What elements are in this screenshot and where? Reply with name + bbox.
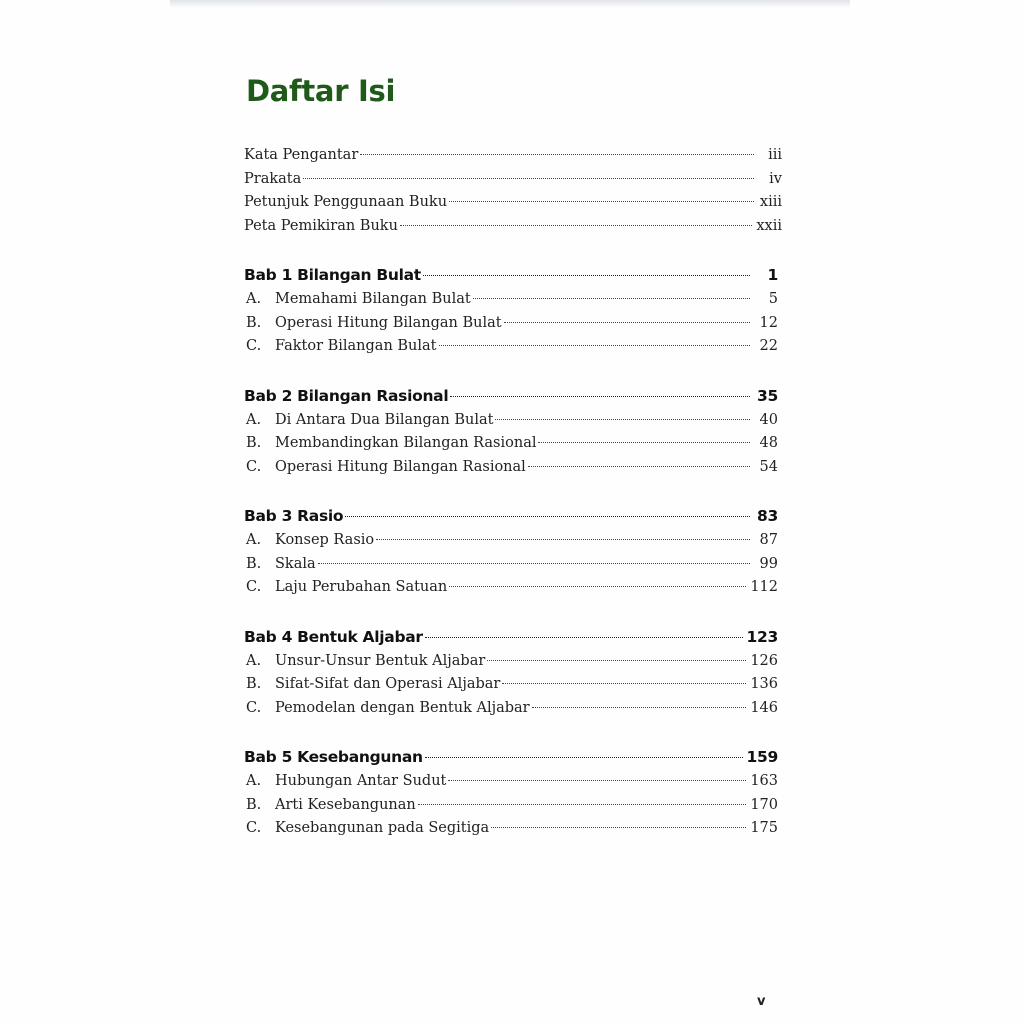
section-item-label	[246, 817, 489, 841]
section-letter: B.	[246, 676, 262, 692]
page-number: 146	[750, 699, 778, 716]
dot-leader	[449, 201, 754, 202]
dot-leader	[439, 345, 751, 346]
section-title: Sifat-Sifat dan Operasi Aljabar	[275, 676, 501, 692]
page-number: 12	[759, 314, 778, 331]
chapter-block	[244, 262, 782, 359]
section-item[interactable]	[244, 650, 782, 674]
front-matter-item[interactable]	[244, 191, 782, 215]
chapter-block	[244, 624, 782, 721]
page-number: 83	[757, 507, 778, 525]
section-item-label	[246, 312, 502, 336]
dot-leader	[532, 707, 747, 708]
table-of-contents	[244, 144, 782, 841]
section-item[interactable]	[244, 553, 782, 577]
section-item[interactable]	[244, 697, 782, 721]
dot-leader	[448, 780, 746, 781]
section-letter: A.	[246, 291, 262, 307]
section-letter: C.	[246, 579, 262, 595]
section-title: Kesebangunan pada Segitiga	[275, 820, 490, 836]
section-item-label	[246, 288, 471, 312]
section-letter: C.	[246, 458, 262, 475]
dot-leader	[504, 322, 750, 323]
chapter-heading[interactable]	[244, 744, 782, 770]
page-number: 48	[759, 435, 778, 451]
chapter-list	[244, 262, 782, 841]
section-letter: C.	[246, 338, 262, 354]
chapter-heading[interactable]	[244, 624, 782, 650]
section-title: Konsep Rasio	[275, 532, 375, 548]
front-matter-item-label: Kata Pengantar	[244, 147, 359, 163]
page-number: xiii	[759, 194, 782, 210]
section-item[interactable]	[244, 335, 782, 359]
section-title: Di Antara Dua Bilangan Bulat	[275, 411, 494, 428]
front-matter-list	[244, 144, 782, 238]
section-title: Membandingkan Bilangan Rasional	[275, 435, 537, 451]
section-item-label	[246, 529, 374, 553]
section-letter: A.	[246, 773, 262, 789]
page-number: 99	[759, 555, 778, 572]
section-item[interactable]	[244, 456, 782, 480]
section-letter: A.	[246, 532, 262, 548]
section-item-label	[246, 335, 437, 359]
page-number: 136	[750, 676, 778, 692]
section-title: Hubungan Antar Sudut	[275, 773, 447, 789]
section-letter: B.	[246, 555, 262, 572]
dot-leader	[450, 396, 750, 397]
dot-leader	[318, 563, 750, 564]
dot-leader	[376, 539, 750, 540]
dot-leader	[502, 683, 746, 684]
section-title: Laju Perubahan Satuan	[275, 579, 448, 595]
section-item[interactable]	[244, 770, 782, 794]
page-number: 54	[759, 458, 778, 475]
chapter-heading-label: Bab 2 Bilangan Rasional	[244, 386, 449, 405]
page-number: 22	[759, 338, 778, 354]
chapter-block	[244, 503, 782, 600]
front-matter-item[interactable]	[244, 144, 782, 168]
section-title: Unsur-Unsur Bentuk Aljabar	[275, 652, 486, 669]
section-item-label	[246, 770, 446, 794]
section-item[interactable]	[244, 529, 782, 553]
dot-leader	[491, 827, 746, 828]
section-title: Arti Kesebangunan	[275, 796, 416, 813]
section-item-label	[246, 650, 485, 674]
dot-leader	[303, 178, 754, 179]
chapter-block	[244, 383, 782, 480]
scan-shadow	[170, 0, 850, 8]
section-letter: B.	[246, 314, 262, 331]
section-item[interactable]	[244, 673, 782, 697]
section-letter: C.	[246, 820, 262, 836]
dot-leader	[473, 298, 750, 299]
chapter-heading-label: Bab 5 Kesebangunan	[244, 748, 423, 766]
page-number: iii	[768, 147, 782, 163]
dot-leader	[425, 637, 743, 638]
footer-page-number: v	[757, 994, 766, 1009]
page-number: 5	[768, 291, 778, 307]
chapter-heading[interactable]	[244, 262, 782, 288]
page-number: 159	[746, 748, 778, 766]
section-title: Memahami Bilangan Bulat	[275, 291, 471, 307]
section-title: Operasi Hitung Bilangan Rasional	[275, 458, 526, 475]
section-title: Pemodelan dengan Bentuk Aljabar	[275, 699, 530, 716]
section-item-label	[246, 794, 416, 818]
dot-leader	[425, 757, 743, 758]
dot-leader	[423, 275, 750, 276]
chapter-block	[244, 744, 782, 841]
front-matter-item-label: Peta Pemikiran Buku	[244, 217, 398, 234]
section-item[interactable]	[244, 288, 782, 312]
page-number: 126	[750, 652, 778, 669]
section-item[interactable]	[244, 576, 782, 600]
section-item-label	[246, 553, 316, 577]
chapter-heading-label: Bab 3 Rasio	[244, 507, 344, 525]
section-item-label	[246, 456, 526, 480]
section-letter: A.	[246, 652, 262, 669]
page-number: iv	[769, 170, 782, 187]
section-item[interactable]	[244, 432, 782, 456]
section-title: Skala	[275, 555, 316, 572]
dot-leader	[528, 466, 750, 467]
section-letter: B.	[246, 796, 262, 813]
page-number: 35	[757, 386, 778, 405]
section-item-label	[246, 697, 530, 721]
dot-leader	[418, 804, 747, 805]
dot-leader	[487, 660, 746, 661]
front-matter-item-label: Prakata	[244, 170, 302, 187]
dot-leader	[538, 442, 750, 443]
dot-leader	[400, 225, 752, 226]
page-number: xxii	[756, 217, 782, 234]
section-item[interactable]	[244, 794, 782, 818]
dot-leader	[449, 586, 746, 587]
page-number: 170	[750, 796, 778, 813]
chapter-heading-label: Bab 4 Bentuk Aljabar	[244, 627, 423, 646]
section-item[interactable]	[244, 817, 782, 841]
dot-leader	[495, 419, 750, 420]
page-number: 163	[750, 773, 778, 789]
section-letter: A.	[246, 411, 262, 428]
section-item-label	[246, 432, 536, 456]
section-item-label	[246, 409, 493, 433]
front-matter-item[interactable]	[244, 215, 782, 239]
section-item[interactable]	[244, 312, 782, 336]
section-letter: C.	[246, 699, 262, 716]
page-number: 87	[759, 532, 778, 548]
section-title: Faktor Bilangan Bulat	[275, 338, 437, 354]
chapter-heading[interactable]	[244, 383, 782, 409]
dot-leader	[345, 516, 750, 517]
section-item-label	[246, 673, 500, 697]
section-letter: B.	[246, 435, 262, 451]
page-title: Daftar Isi	[246, 74, 396, 108]
chapter-heading[interactable]	[244, 503, 782, 529]
front-matter-item-label: Petunjuk Penggunaan Buku	[244, 194, 448, 210]
page-number: 112	[750, 579, 778, 595]
section-title: Operasi Hitung Bilangan Bulat	[275, 314, 502, 331]
page-number: 1	[767, 266, 778, 284]
chapter-heading-label: Bab 1 Bilangan Bulat	[244, 266, 421, 284]
front-matter-item[interactable]	[244, 168, 782, 192]
dot-leader	[360, 154, 754, 155]
page-number: 175	[750, 820, 778, 836]
page-number: 40	[759, 411, 778, 428]
section-item-label	[246, 576, 447, 600]
page-number: 123	[746, 627, 778, 646]
section-item[interactable]	[244, 409, 782, 433]
